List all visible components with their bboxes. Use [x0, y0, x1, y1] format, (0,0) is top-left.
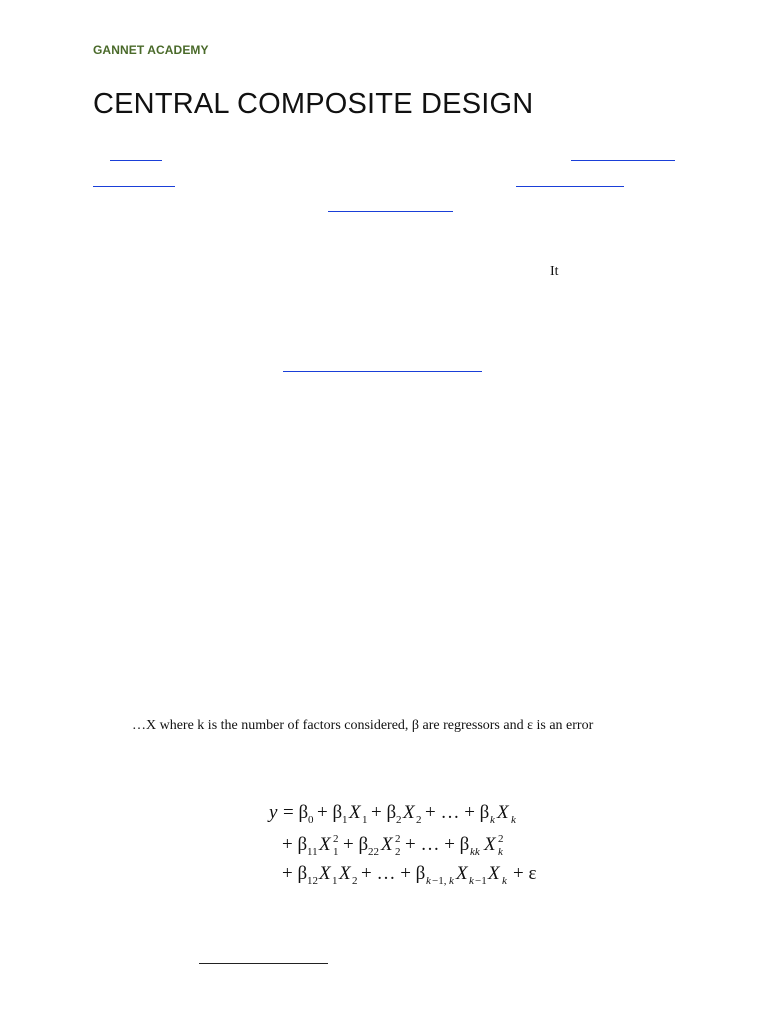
svg-text:k: k — [449, 875, 454, 887]
svg-text:1: 1 — [332, 875, 338, 887]
svg-text:k: k — [502, 875, 507, 887]
organization-header: GANNET ACADEMY — [93, 43, 209, 57]
svg-text:k: k — [498, 846, 503, 858]
svg-text:2: 2 — [333, 833, 339, 845]
svg-text:2: 2 — [352, 875, 358, 887]
svg-text:kk: kk — [470, 846, 480, 858]
svg-text:+ ε: + ε — [513, 863, 537, 884]
svg-text:12: 12 — [307, 875, 318, 887]
svg-text:k: k — [426, 875, 431, 887]
svg-text:+ … + β: + … + β — [361, 863, 426, 884]
document-title: CENTRAL COMPOSITE DESIGN — [93, 88, 534, 120]
svg-text:2: 2 — [395, 846, 401, 858]
svg-text:0: 0 — [308, 814, 314, 826]
svg-text:22: 22 — [368, 846, 379, 858]
hyperlink-underline-4[interactable] — [516, 186, 624, 187]
svg-text:X: X — [319, 863, 331, 884]
svg-text:2: 2 — [396, 814, 402, 826]
text-fragment-it: It — [550, 264, 559, 279]
quadratic-model-equation — [255, 796, 555, 896]
svg-text:k: k — [490, 814, 495, 826]
svg-text:X: X — [319, 834, 331, 855]
svg-text:−1: −1 — [475, 875, 487, 887]
svg-text:X: X — [497, 802, 509, 823]
svg-text:+ β: + β — [317, 802, 343, 823]
svg-text:+ … + β: + … + β — [405, 834, 470, 855]
svg-text:+ … + β: + … + β — [425, 802, 490, 823]
model-description-sentence: …X where k is the number of factors considered, β are regressors and ε is an error — [132, 718, 594, 733]
hyperlink-underline-6[interactable] — [283, 371, 482, 372]
svg-text:2: 2 — [498, 833, 504, 845]
svg-text:k: k — [511, 814, 516, 826]
svg-text:= β: = β — [283, 802, 309, 823]
svg-text:X: X — [403, 802, 415, 823]
hyperlink-underline-3[interactable] — [93, 186, 175, 187]
svg-text:11: 11 — [307, 846, 318, 858]
svg-text:1: 1 — [362, 814, 368, 826]
svg-text:X: X — [456, 863, 468, 884]
svg-text:1: 1 — [342, 814, 348, 826]
svg-text:+ β: + β — [343, 834, 369, 855]
svg-text:X: X — [484, 834, 496, 855]
svg-text:+ β: + β — [282, 863, 308, 884]
hyperlink-underline-2[interactable] — [571, 160, 675, 161]
svg-text:+ β: + β — [371, 802, 397, 823]
svg-text:X: X — [349, 802, 361, 823]
svg-text:2: 2 — [395, 833, 401, 845]
svg-text:1: 1 — [333, 846, 339, 858]
svg-text:−1,: −1, — [432, 875, 447, 887]
svg-text:2: 2 — [416, 814, 422, 826]
hyperlink-underline-1[interactable] — [110, 160, 162, 161]
svg-text:X: X — [339, 863, 351, 884]
svg-text:X: X — [488, 863, 500, 884]
footnote-separator — [199, 963, 328, 964]
hyperlink-underline-5[interactable] — [328, 211, 453, 212]
svg-text:y: y — [269, 802, 278, 823]
svg-text:+ β: + β — [282, 834, 308, 855]
svg-text:X: X — [381, 834, 393, 855]
svg-text:k: k — [469, 875, 474, 887]
